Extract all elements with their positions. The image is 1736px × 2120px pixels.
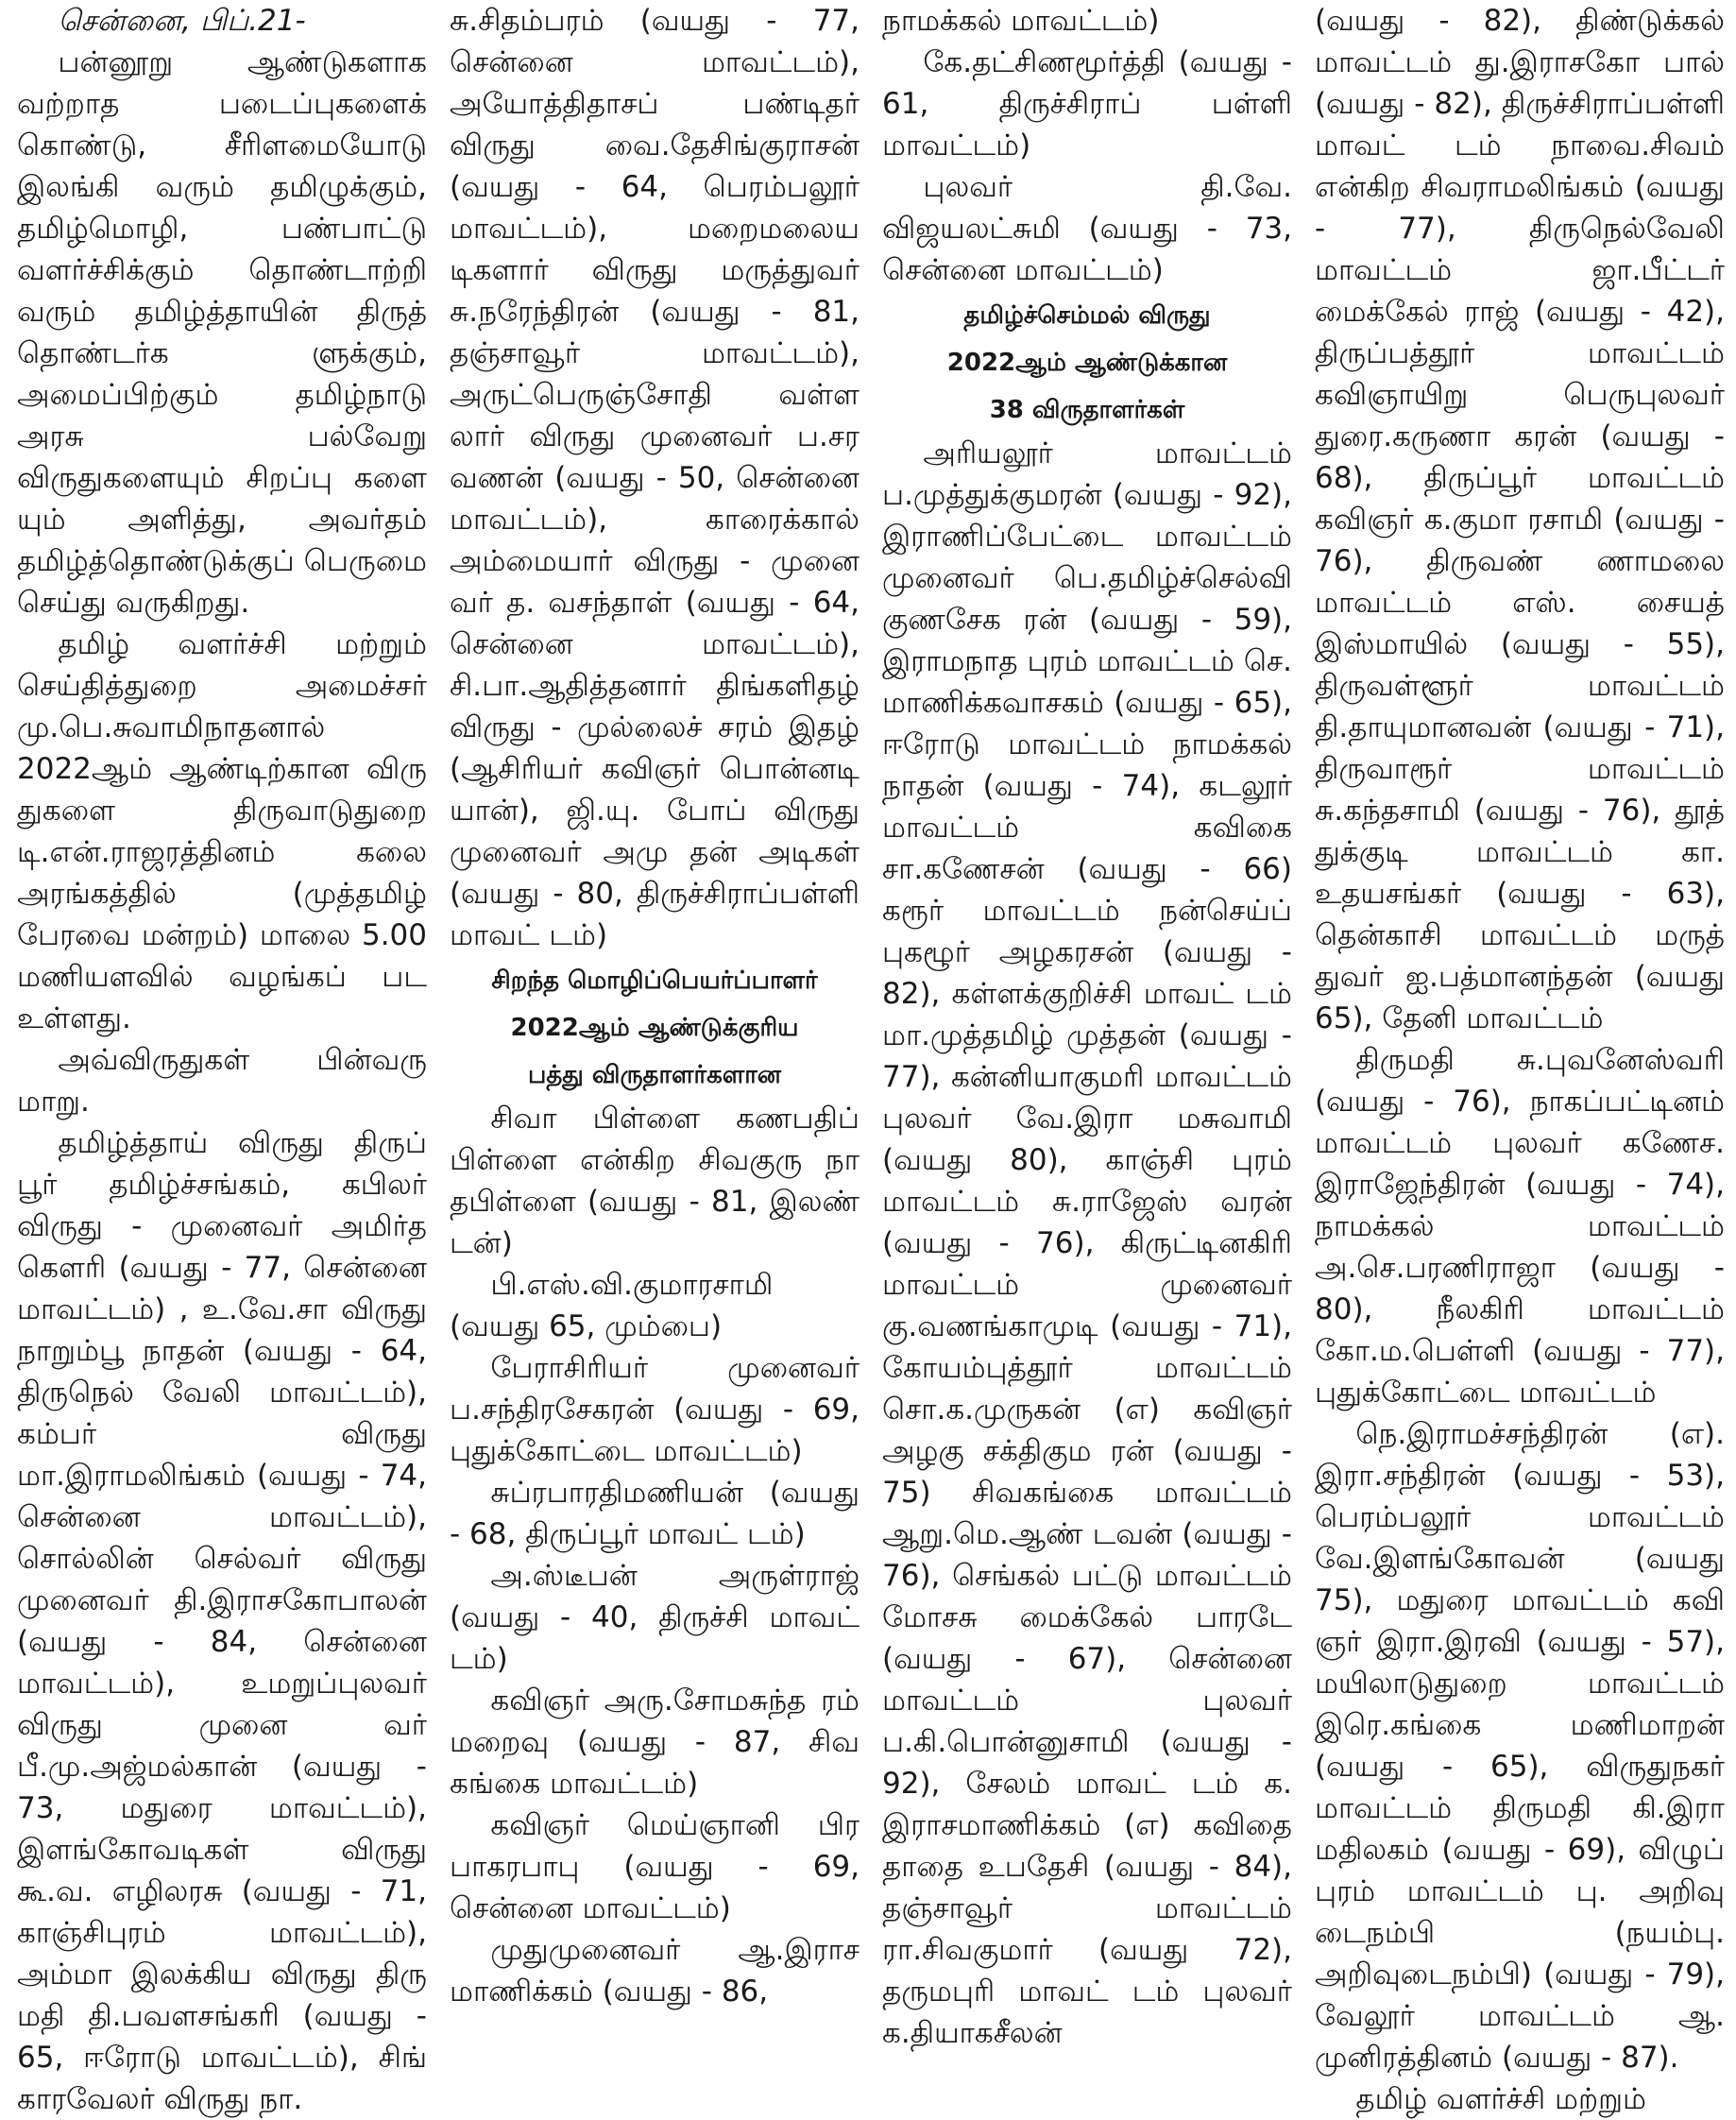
column-2 <box>438 0 871 2009</box>
translator-entry: சிவா பிள்ளை கணபதிப் பிள்ளை என்கிற சிவகுரு நா தபிள்ளை (வயது - 81, இலண் டன்) <box>450 1102 859 1260</box>
tamilchemmal-list-continued: (வயது - 82), திண்டுக்கல் மாவட்டம் து.இராசகோ பால் (வயது - 82), திருச்சிராப்பள்ளி மாவட் டம் நாவை.சிவம் என்கிற சிவராமலிங்கம் (வயது - 77), திருநெல்வேலி மாவட்டம் ஜா.பீட்டர் மைக்கேல் ராஜ் (வயது - 42), திருப்பத்தூர் மாவட்டம் கவிஞாயிறு பெருபுலவர் துரை.கருணா கரன் (வயது - 68), திருப்பூர் மாவட்டம் கவிஞர் க.குமா ரசாமி (வயது - 76), திருவண் ணாமலை மாவட்டம் எஸ். சையத் இஸ்மாயில் (வயது - 55), திருவள்ளூர் மாவட்டம் தி.தாயுமானவன் (வயது - 71), திருவாரூர் மாவட்டம் சு.கந்தசாமி (வயது - 76), தூத் துக்குடி மாவட்டம் கா. உதயசங்கர் (வயது - 63), தென்காசி மாவட்டம் மருத் துவர் ஐ.பத்மானந்தன் (வயது 65), தேனி மாவட்டம் <box>1315 4 1725 1035</box>
column-3 <box>871 0 1303 2050</box>
translator-entry: கே.தட்சிணமூர்த்தி (வயது - 61, திருச்சிராப் பள்ளி மாவட்டம்) <box>882 45 1292 162</box>
list-intro-paragraph: அவ்விருதுகள் பின்வரு மாறு. <box>17 1043 427 1119</box>
translator-entry: கவிஞர் மெய்ஞானி பிர பாகரபாபு (வயது - 69, சென்னை மாவட்டம்) <box>450 1808 859 1925</box>
subheading-tamilchemmal-count: 38 விருதாளர்கள் <box>989 396 1185 424</box>
subheading-translator-award: சிறந்த மொழிப்பெயர்ப்பாளர் <box>491 966 818 995</box>
tamilchemmal-list-paragraph: அரியலூர் மாவட்டம் ப.முத்துக்குமரன் (வயது - 92), இராணிப்பேட்டை மாவட்டம் முனைவர் பெ.தமிழ்ச்செல்வி குணசேக ரன் (வயது - 59), இராமநாத புரம் மாவட்டம் செ. மாணிக்கவாசகம் (வயது - 65), ஈரோடு மாவட்டம் நாமக்கல் நாதன் (வயது - 74), கடலூர் மாவட்டம் கவிகை சா.கணேசன் (வயது - 66) கரூர் மாவட்டம் நன்செய்ப் புகழூர் அழகரசன் (வயது - 82), கள்ளக்குறிச்சி மாவட் டம் மா.முத்தமிழ் முத்தன் (வயது - 77), கன்னியாகுமரி மாவட்டம் புலவர் வே.இரா மசுவாமி (வயது 80), காஞ்சி புரம் மாவட்டம் சு.ராஜேஸ் வரன் (வயது - 76), கிருட்டினகிரி மாவட்டம் முனைவர் கு.வணங்காமுடி (வயது - 71), கோயம்புத்தூர் மாவட்டம் சொ.க.முருகன் (எ) கவிஞர் அழகு சக்திகும ரன் (வயது - 75) சிவகங்கை மாவட்டம் ஆறு.மெ.ஆண் டவன் (வயது - 76), செங்கல் பட்டு மாவட்டம் மோசசு மைக்கேல் பாரடே (வயது - 67), சென்னை மாவட்டம் புலவர் ப.கி.பொன்னுசாமி (வயது - 92), சேலம் மாவட் டம் க. இராசமாணிக்கம் (எ) கவிதை தாதை உபதேசி (வயது - 84), தஞ்சாவூர் மாவட்டம் ரா.சிவகுமார் (வயது 72), தருமபுரி மாவட் டம் புலவர் க.தியாகசீலன் <box>882 436 1292 2050</box>
event-paragraph: தமிழ் வளர்ச்சி மற்றும் செய்தித்துறை அமைச்சர் மு.பெ.சுவாமிநாதனால் 2022ஆம் ஆண்டிற்கான விரு துகளை திருவாடுதுறை டி.என்.ராஜரத்தினம் கலை அரங்கத்தில் (முத்தமிழ் பேரவை மன்றம்) மாலை 5.00 மணியளவில் வழங்கப் பட உள்ளது. <box>17 627 427 1035</box>
translator-entry: புலவர் தி.வே. விஜயலட்சுமி (வயது - 73, சென்னை மாவட்டம்) <box>882 170 1292 287</box>
translator-entry: பேராசிரியர் முனைவர் ப.சந்திரசேகரன் (வயது - 69, புதுக்கோட்டை மாவட்டம்) <box>450 1351 859 1468</box>
translator-entry: பி.எஸ்.வி.குமாரசாமி (வயது 65, மும்பை) <box>450 1268 774 1343</box>
tamilchemmal-list-paragraph: திருமதி சு.புவனேஸ்வரி (வயது - 76), நாகப்பட்டினம் மாவட்டம் புலவர் கணேச. இராஜேந்திரன் (வயது - 74), நாமக்கல் மாவட்டம் அ.செ.பரணிராஜா (வயது - 80), நீலகிரி மாவட்டம் கோ.ம.பெள்ளி (வயது - 77), புதுக்கோட்டை மாவட்டம் <box>1315 1043 1725 1410</box>
subheading-tamilchemmal-year: 2022ஆம் ஆண்டுக்கான <box>946 349 1228 377</box>
column-4 <box>1303 0 1736 2116</box>
awards-list-paragraph: தமிழ்த்தாய் விருது திருப் பூர் தமிழ்ச்சங்கம், கபிலர் விருது - முனைவர் அமிர்த கௌரி (வயது - 77, சென்னை மாவட்டம்) , உ.வே.சா விருது நாறும்பூ நாதன் (வயது - 64, திருநெல் வேலி மாவட்டம்), கம்பர் விருது மா.இராமலிங்கம் (வயது - 74, சென்னை மாவட்டம்), சொல்லின் செல்வர் விருது முனைவர் தி.இராசகோபாலன் (வயது - 84, சென்னை மாவட்டம்), உமறுப்புலவர் விருது முனை வர் பீ.மு.அஜ்மல்கான் (வயது - 73, மதுரை மாவட்டம்), இளங்கோவடிகள் விருது கூ.வ. எழிலரசு (வயது - 71, காஞ்சிபுரம் மாவட்டம்), அம்மா இலக்கிய விருது திரு மதி தி.பவளசங்கரி (வயது - 65, ஈரோடு மாவட்டம்), சிங் காரவேலர் விருது நா. <box>17 1126 427 2116</box>
tamilchemmal-list-paragraph: நெ.இராமச்சந்திரன் (எ). இரா.சந்திரன் (வயது - 53), பெரம்பலூர் மாவட்டம் வே.இளங்கோவன் (வயது 75), மதுரை மாவட்டம் கவி ஞர் இரா.இரவி (வயது - 57), மயிலாடுதுறை மாவட்டம் இரெ.கங்கை மணிமாறன் (வயது - 65), விருதுநகர் மாவட்டம் திருமதி கி.இரா மதிலகம் (வயது - 69), விழுப் புரம் மாவட்டம் பு. அறிவு டைநம்பி (நயம்பு. அறிவுடைநம்பி) (வயது - 79), வேலூர் மாவட்டம் ஆ. முனிரத்தினம் (வயது - 87). <box>1315 1417 1725 2075</box>
translator-entry-continued: நாமக்கல் மாவட்டம்) <box>882 4 1160 38</box>
subheading-tamilchemmal-award: தமிழ்ச்செம்மல் விருது <box>963 301 1211 330</box>
subheading-translator-year: 2022ஆம் ஆண்டுக்குரிய <box>510 1014 799 1042</box>
article-intro-paragraph: பன்னூறு ஆண்டுகளாக வற்றாத படைப்புகளைக் கொண்டு, சீரிளமையோடு இலங்கி வரும் தமிழுக்கும், தமிழ்மொழி, பண்பாட்டு வளர்ச்சிக்கும் தொண்டாற்றி வரும் தமிழ்த்தாயின் திருத் தொண்டர்க ளுக்கும், அமைப்பிற்கும் தமிழ்நாடு அரசு பல்வேறு விருதுகளையும் சிறப்பு களை யும் அளித்து, அவர்தம் தமிழ்த்தொண்டுக்குப் பெருமை செய்து வருகிறது. <box>17 45 427 620</box>
translator-entry: அ.ஸ்டீபன் அருள்ராஜ் (வயது - 40, திருச்சி மாவட் டம்) <box>450 1559 859 1676</box>
dateline: சென்னை, பிப்.21- <box>58 4 306 38</box>
subheading-translator-count: பத்து விருதாளர்களான <box>527 1061 781 1089</box>
column-1 <box>6 0 438 2116</box>
translator-entry: முதுமுனைவர் ஆ.இராச மாணிக்கம் (வயது - 86, <box>450 1933 859 2009</box>
translator-entry: கவிஞர் அரு.சோமசுந்த ரம் மறைவு (வயது - 87, சிவ கங்கை மாவட்டம்) <box>450 1684 859 1801</box>
translator-entry: சுப்ரபாரதிமணியன் (வயது - 68, திருப்பூர் மாவட் டம்) <box>450 1476 859 1551</box>
continued-paragraph: தமிழ் வளர்ச்சி மற்றும் <box>1355 2082 1646 2116</box>
awards-list-continued: சு.சிதம்பரம் (வயது - 77, சென்னை மாவட்டம்), அயோத்திதாசப் பண்டிதர் விருது வை.தேசிங்குராசன் (வயது - 64, பெரம்பலூர் மாவட்டம்), மறைமலைய டிகளார் விருது மருத்துவர் சு.நரேந்திரன் (வயது - 81, தஞ்சாவூர் மாவட்டம்), அருட்பெருஞ்சோதி வள்ள லார் விருது முனைவர் ப.சர வணன் (வயது - 50, சென்னை மாவட்டம்), காரைக்கால் அம்மையார் விருது - முனை வர் த. வசந்தாள் (வயது - 64, சென்னை மாவட்டம்), சி.பா.ஆதித்தனார் திங்களிதழ் விருது - முல்லைச் சரம் இதழ் (ஆசிரியர் கவிஞர் பொன்னடி யான்), ஜி.யு. போப் விருது முனைவர் அமு தன் அடிகள் (வயது - 80, திருச்சிராப்பள்ளி மாவட் டம்) <box>450 4 859 952</box>
